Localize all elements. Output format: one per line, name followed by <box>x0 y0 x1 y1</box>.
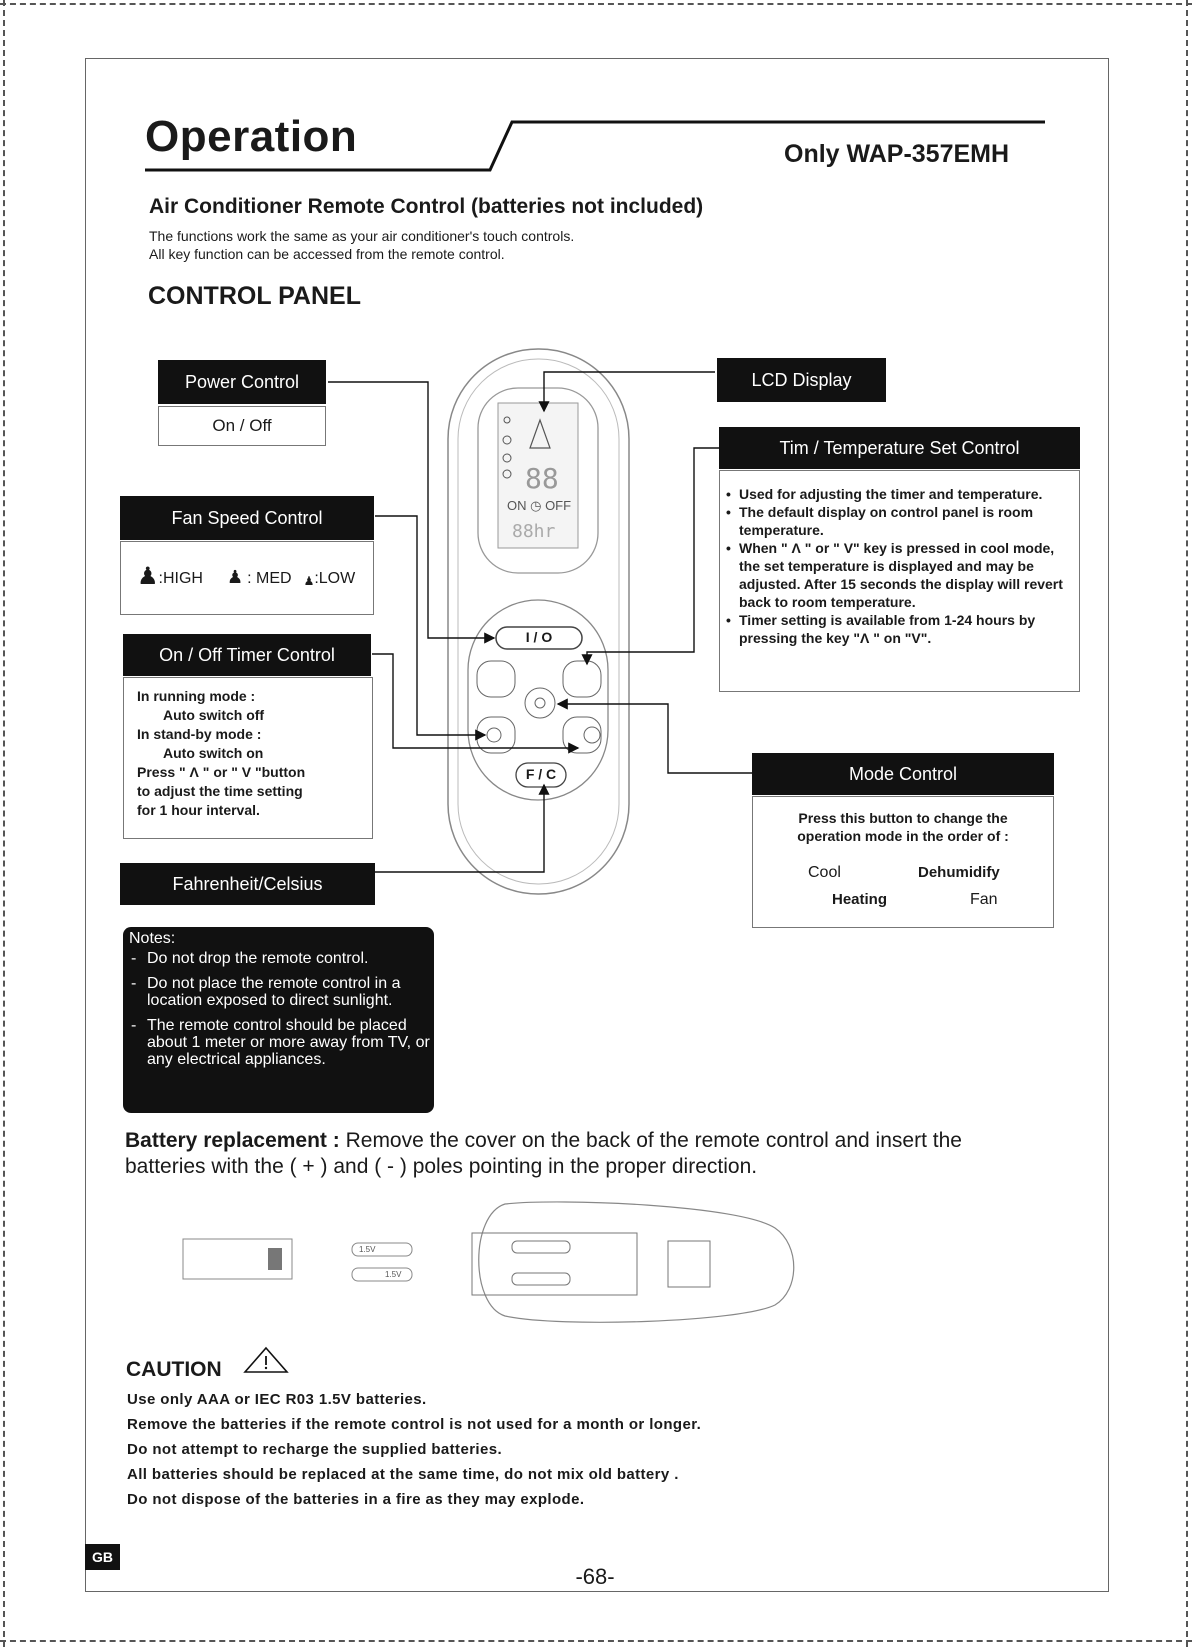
lcd-time: 88hr <box>512 521 556 542</box>
caution-line-5: Do not dispose of the batteries in a fire as they may explode. <box>127 1491 585 1508</box>
timer-line-1: In running mode : <box>137 688 256 704</box>
mode-button[interactable] <box>525 688 555 718</box>
intro-heading: Air Conditioner Remote Control (batteries not included) <box>149 195 704 218</box>
temp-bullet-1: • Used for adjusting the timer and temperature. <box>723 485 1073 503</box>
mode-control-label: Mode Control <box>752 753 1054 795</box>
remote-back-window <box>668 1241 710 1287</box>
temp-set-label: Tim / Temperature Set Control <box>719 427 1080 469</box>
lcd-on-off-label: ON ◷ OFF <box>507 498 572 513</box>
temp-bullet-3: • When " Λ " or " V" key is pressed in cool mode, the set temperature is displayed and may be adjusted. After 15 seconds the display will revert back to room temperature. <box>723 539 1073 611</box>
caution-line-1: Use only AAA or IEC R03 1.5V batteries. <box>127 1391 427 1408</box>
fan-low-icon: ♟ <box>303 574 315 588</box>
mode-fan: Fan <box>970 891 998 908</box>
timer-line-5: Press " Λ " or " V "button <box>137 764 306 780</box>
remote-back-outline <box>479 1202 794 1322</box>
power-control-value: On / Off <box>158 406 326 446</box>
up-button[interactable] <box>477 661 515 697</box>
battery-compartment <box>472 1233 637 1295</box>
mode-control-box <box>752 796 1054 928</box>
down-button[interactable] <box>563 661 601 697</box>
model-label: Only WAP-357EMH <box>784 140 1010 168</box>
battery-2 <box>352 1268 412 1281</box>
timer-control-box <box>123 677 373 839</box>
language-badge: GB <box>85 1544 120 1570</box>
fc-button-label: F / C <box>525 766 557 782</box>
intro-line-1: The functions work the same as your air conditioner's touch controls. <box>149 228 575 244</box>
caution-title: CAUTION <box>126 1358 222 1381</box>
fan-speed-label: Fan Speed Control <box>120 496 374 540</box>
battery-label: Battery replacement : <box>125 1129 340 1152</box>
mode-desc-2: operation mode in the order of : <box>797 828 1009 844</box>
caution-line-3: Do not attempt to recharge the supplied batteries. <box>127 1441 503 1458</box>
temp-set-box <box>719 470 1080 692</box>
battery-paragraph <box>125 1128 1005 1180</box>
mode-heating: Heating <box>832 891 888 908</box>
fahrenheit-celsius-label: Fahrenheit/Celsius <box>120 863 375 905</box>
caution-line-4: All batteries should be replaced at the same time, do not mix old battery . <box>127 1466 679 1483</box>
caution-list <box>127 1387 701 1512</box>
mode-dehumidify: Dehumidify <box>918 864 1000 881</box>
power-button-label: I / O <box>525 629 553 645</box>
note-2: - Do not place the remote control in a location exposed to direct sunlight. <box>123 975 434 1009</box>
fan-speed-box <box>120 541 374 615</box>
timer-line-7: for 1 hour interval. <box>137 802 260 818</box>
timer-line-4: Auto switch on <box>163 745 264 761</box>
connector-timer <box>372 654 578 748</box>
connector-temp <box>587 448 719 664</box>
note-1: - Do not drop the remote control. <box>123 950 434 967</box>
timer-control-label: On / Off Timer Control <box>123 634 371 676</box>
lcd-display-label: LCD Display <box>717 358 886 402</box>
fan-med-icon: ♟ <box>226 567 244 587</box>
connector-mode <box>558 704 752 773</box>
fan-high-icon: ♟ <box>137 563 159 590</box>
note-3: - The remote control should be placed about 1 meter or more away from TV, or any electrical appliances. <box>123 1017 434 1068</box>
battery-2-label: 1.5V <box>385 1270 402 1279</box>
battery-1-label: 1.5V <box>359 1245 376 1254</box>
temp-bullet-2: • The default display on control panel is room temperature. <box>723 503 1073 539</box>
fan-low-label: :LOW <box>314 570 356 587</box>
intro-line-2: All key function can be accessed from the remote control. <box>149 246 505 262</box>
mode-cool: Cool <box>808 864 841 881</box>
page-title: Operation <box>145 112 358 161</box>
timer-line-2: Auto switch off <box>163 707 265 723</box>
fan-high-label: :HIGH <box>158 570 203 587</box>
temp-bullet-4: • Timer setting is available from 1-24 hours by pressing the key "Λ " on "V". <box>723 611 1073 647</box>
notes-title: Notes: <box>129 930 176 947</box>
notes-box <box>123 927 434 1113</box>
caution-line-2: Remove the batteries if the remote control is not used for a month or longer. <box>127 1416 702 1433</box>
control-panel-title: CONTROL PANEL <box>148 282 361 310</box>
battery-text: Remove the cover on the back of the remote control and insert the batteries with the ( + ) and ( - ) poles pointing in the proper direction. <box>125 1129 962 1178</box>
page-number: -68- <box>575 1564 615 1589</box>
timer-line-3: In stand-by mode : <box>137 726 262 742</box>
lcd-digits: 88 <box>525 462 559 495</box>
power-control-label: Power Control <box>158 360 326 404</box>
mode-desc-1: Press this button to change the <box>798 810 1008 826</box>
fan-med-label: : MED <box>247 570 292 587</box>
timer-line-6: to adjust the time setting <box>137 783 303 799</box>
